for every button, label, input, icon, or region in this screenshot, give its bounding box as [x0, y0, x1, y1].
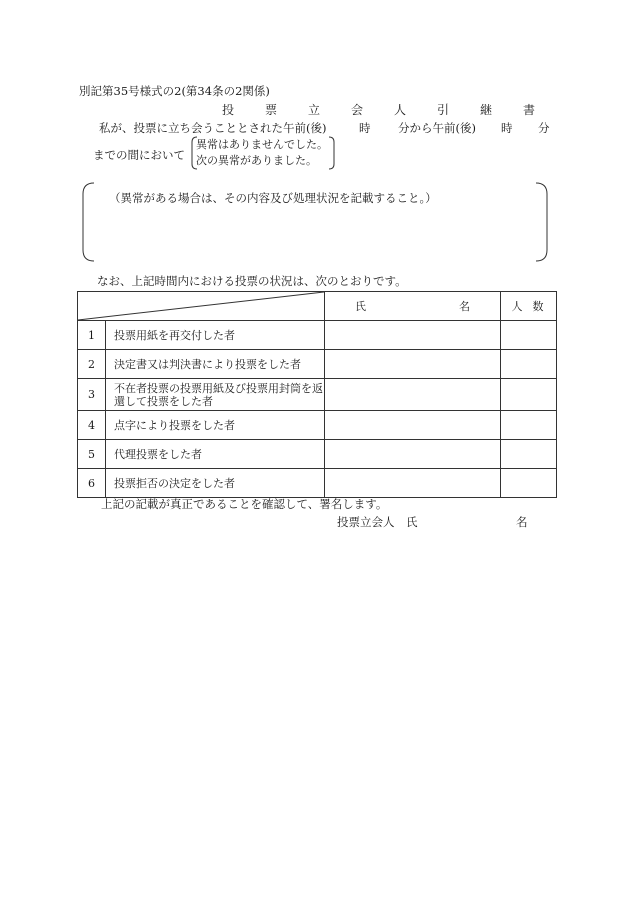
status-intro: なお、上記時間内における投票の状況は、次のとおりです。 [97, 274, 407, 288]
row-item: 代理投票をした者 [106, 440, 325, 469]
row-item: 投票拒否の決定をした者 [106, 469, 325, 498]
hour-label-2: 時 [501, 121, 513, 135]
row-item: 点字により投票をした者 [106, 411, 325, 440]
row-name-cell[interactable] [325, 350, 501, 379]
table-row [78, 379, 557, 411]
row-count-cell[interactable] [501, 469, 557, 498]
voting-status-table [77, 291, 557, 498]
minute-label-2: 分 [538, 121, 550, 135]
row-number: 6 [78, 469, 106, 498]
row-number: 2 [78, 350, 106, 379]
signature-title: 投票立会人 [337, 515, 395, 529]
table-header-row [78, 292, 557, 321]
row-item: 投票用紙を再交付した者 [106, 321, 325, 350]
row-item: 決定書又は判決書により投票をした者 [106, 350, 325, 379]
row-count-cell[interactable] [501, 411, 557, 440]
row-name-cell[interactable] [325, 411, 501, 440]
hour-label-1: 時 [359, 121, 371, 135]
row-count-cell[interactable] [501, 379, 557, 411]
table-row [78, 411, 557, 440]
header-name-mei: 名 [459, 300, 470, 313]
confirmation-text: 上記の記載が真正であることを確認して、署名します。 [101, 497, 388, 511]
row-number: 4 [78, 411, 106, 440]
period-label: までの間において [93, 148, 185, 162]
table-row [78, 469, 557, 498]
row-count-cell[interactable] [501, 321, 557, 350]
row-number: 5 [78, 440, 106, 469]
form-reference: 別記第35号様式の2(第34条の2関係) [79, 84, 270, 98]
header-count: 人数 [501, 292, 557, 321]
choice-no-anomaly[interactable]: 異常はありませんでした。 [196, 138, 328, 151]
table-row [78, 350, 557, 379]
row-number: 1 [78, 321, 106, 350]
statement-text: 私が、投票に立ち会うこととされた午前(後) [99, 121, 327, 135]
row-name-cell[interactable] [325, 321, 501, 350]
table-row [78, 321, 557, 350]
row-number: 3 [78, 379, 106, 411]
remarks-note: （異常がある場合は、その内容及び処理状況を記載すること。） [109, 191, 437, 205]
row-count-cell[interactable] [501, 350, 557, 379]
signature-mei: 名 [516, 515, 528, 529]
signature-shi: 氏 [406, 515, 418, 529]
row-name-cell[interactable] [325, 440, 501, 469]
row-count-cell[interactable] [501, 440, 557, 469]
minute-from-label: 分から午前(後) [398, 121, 476, 135]
row-name-cell[interactable] [325, 379, 501, 411]
header-diagonal-cell [78, 292, 325, 321]
document-title: 投 票 立 会 人 引 継 書 [222, 103, 545, 117]
choice-anomaly[interactable]: 次の異常がありました。 [196, 154, 317, 167]
row-name-cell[interactable] [325, 469, 501, 498]
row-item: 不在者投票の投票用紙及び投票用封筒を返還して投票をした者 [106, 379, 325, 411]
header-name-shi: 氏 [355, 300, 366, 313]
table-row [78, 440, 557, 469]
header-name [325, 292, 501, 321]
